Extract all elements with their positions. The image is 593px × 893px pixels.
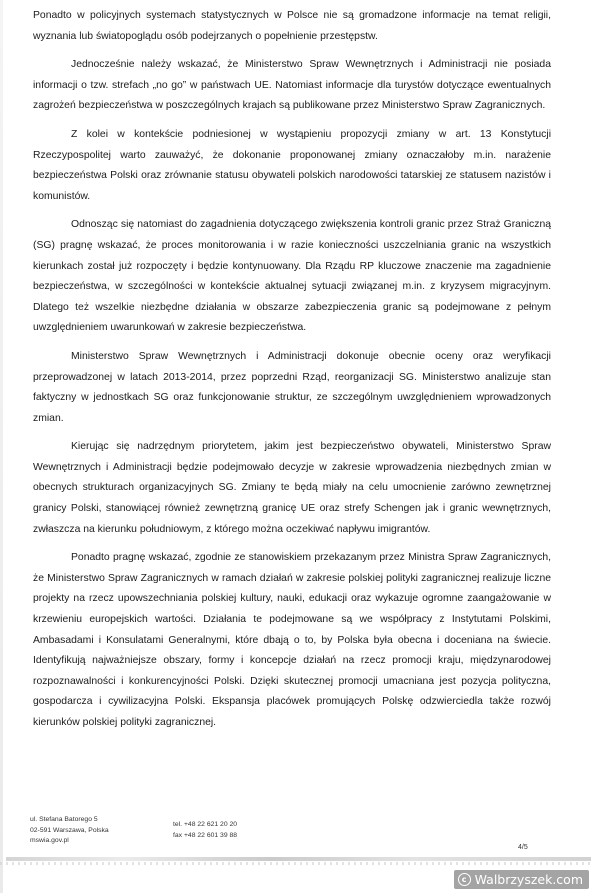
paragraph: Ponadto pragnę wskazać, zgodnie ze stanowiskiem przekazanym przez Ministra Spraw Zagranicznych, że Ministerstwo Spraw Zagranicznych w ramach działań w zakresie polskiej polityki zagranicznej realizuje liczne projekty na rzecz upowszechniania polskiej kultury, nauki, edukacji oraz wykazuje ogromne zaangażowanie w krzewieniu europejskich wartości. Działania te podejmowane są we współpracy z Instytutami Polskimi, Ambasadami i Konsulatami Generalnymi, które dbają o to, by Polska była obecna i doceniana na świecie. Identyfikują najważniejsze obszary, formy i koncepcje działań na rzecz promocji kraju, międzynarodowej rozpoznawalności i konkurencyjności Polski. Dzięki skutecznej promocji umacniana jest pozycja polityczna, gospodarcza i cywilizacyjna Polski. Ekspansja placówek promujących Polskę odzwierciedla także rozwój kierunków polskiej polityki zagranicznej. xyxy=(33,552,551,728)
paragraph: Kierując się nadrzędnym priorytetem, jakim jest bezpieczeństwo obywateli, Ministerstwo Spraw Wewnętrznych i Administracji będzie podejmowało decyzje w zakresie wprowadzenia niezbędnych zmian w obecnych strukturach organizacyjnych SG. Zmiany te będą miały na celu umocnienie zarówno zewnętrznej granicy Polski, stanowiącej również zewnętrzną granicę UE oraz strefy Schengen jak i granic wewnętrznych, zwłaszcza na kierunku południowym, z którego można oczekiwać napływu imigrantów. xyxy=(33,441,551,535)
paragraph: Ponadto w policyjnych systemach statystycznych w Polsce nie są gromadzone informacje na temat religii, wyznania lub światopoglądu osób podejrzanych o popełnienie przestępstw. xyxy=(33,10,551,42)
copyright-icon: c xyxy=(458,873,471,886)
address-street: ul. Stefana Batorego 5 xyxy=(30,816,98,823)
website-link[interactable]: mswia.gov.pl xyxy=(30,837,69,844)
paragraph: Odnosząc się natomiast do zagadnienia dotyczącego zwiększenia kontroli granic przez Straż Graniczną (SG) pragnę wskazać, że proces monitorowania i w razie konieczności uszczelniania granic na wszystkich kierunkach został już rozpoczęty i będzie kontynuowany. Dla Rządu RP kluczowe znaczenie ma zagadnienie bezpieczeństwa, w szczególności w kontekście aktualnej sytuacji związanej m.in. z kryzysem migracyjnym. Dlatego też wszelkie niezbędne działania w obszarze zabezpieczenia granic są podejmowane z pełnym uwzględnieniem uwarunkowań w zakresie bezpieczeństwa. xyxy=(33,219,551,334)
paragraph: Jednocześnie należy wskazać, że Ministerstwo Spraw Wewnętrznych i Administracji nie posiada informacji o tzw. strefach „no go” w państwach UE. Natomiast informacje dla turystów dotyczące ewentualnych zagrożeń bezpieczeństwa w poszczególnych krajach są publikowane przez Ministerstwo Spraw Zagranicznych. xyxy=(33,59,551,112)
letter-body xyxy=(33,6,551,734)
phone-number: tel. +48 22 621 20 20 xyxy=(173,821,238,828)
footer-contact xyxy=(173,820,237,841)
scan-artifact-line xyxy=(6,857,591,861)
watermark-text: Walbrzyszek.com xyxy=(474,872,583,887)
scan-artifact-dots xyxy=(0,862,593,865)
footer-address xyxy=(30,815,109,847)
fax-number: fax +48 22 601 39 88 xyxy=(173,831,238,839)
address-city: 02-591 Warszawa, Polska xyxy=(30,826,109,834)
site-watermark xyxy=(454,870,589,889)
paragraph: Ministerstwo Spraw Wewnętrznych i Administracji dokonuje obecnie oceny oraz weryfikacji przeprowadzonej w latach 2013-2014, przez poprzedni Rząd, reorganizacji SG. Ministerstwo analizuje stan faktyczny w jednostkach SG oraz funkcjonowanie struktur, ze szczególnym uwzględnieniem wprowadzonych zmian. xyxy=(33,350,551,424)
paragraph: Z kolei w kontekście podniesionej w wystąpieniu propozycji zmiany w art. 13 Konstytucji Rzeczypospolitej warto zauważyć, że dokonanie proponowanej zmiany oznaczałoby m.in. narażenie bezpieczeństwa Polski oraz zrównanie statusu obywateli polskich narodowości tatarskiej ze statusem nazistów i komunistów. xyxy=(33,128,551,202)
page-number: 4/5 xyxy=(518,844,528,851)
scan-edge xyxy=(0,0,3,893)
